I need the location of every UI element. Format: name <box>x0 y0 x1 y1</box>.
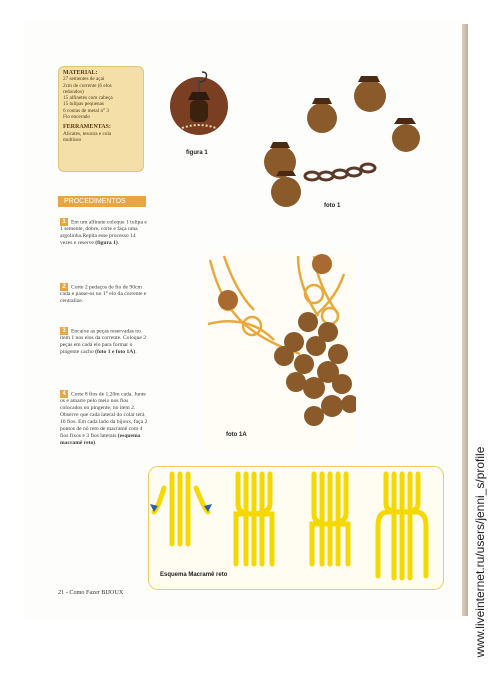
material-item: 27 sementes de açaí <box>63 76 105 83</box>
schema-caption: Esquema Macramê reto <box>160 572 228 578</box>
step-text: Em um alfinete coloque 1 tulipa e 1 semente, dobre, corte e faça uma argolinha.Repita esse processo 14 vezes e reserve <box>60 219 147 247</box>
step-text: Corte 8 fios de 1,20m cada. Junte os e amarre pelo meio nos fios colocados no pingente, no item 2. Observe que cada lateral do colar terá 10 fios. Em cada lado da bijoux, faça 2 pontos de nó reto de macramê com 4 fios fixos e 3 fios laterais <box>60 391 148 440</box>
step-text: Encaixe as peças reservadas no item 1 nos elos da corrente. Coloque 2 peças em cada elo para formar o pingente cacho <box>60 328 147 356</box>
step-2 <box>60 283 148 305</box>
procedures-title: PROCEDIMENTOS <box>58 196 146 207</box>
step-number: 2 <box>60 283 68 291</box>
step-ref: (figura 1) <box>95 240 118 247</box>
tools-item: Alicates, tesoura e cola <box>63 130 112 137</box>
material-box <box>58 66 144 172</box>
foto-1-photo <box>254 68 436 214</box>
watermark-text: www.liveinternet.ru/users/jenni_s/profile <box>473 446 487 658</box>
step-end: . <box>117 240 120 247</box>
tools-item: multiuso <box>63 136 82 143</box>
page-edge <box>462 24 468 616</box>
step-1 <box>60 218 148 247</box>
page-footer: 21 - Como Fazer BIJOUX <box>58 589 124 596</box>
step-text: Corte 2 pedaços de fio de 90cm cada e passe-os no 1° elo da corrente e centralize. <box>60 284 147 305</box>
step-ref: (esquema macramê reto) <box>60 433 141 447</box>
step-number: 3 <box>60 327 68 335</box>
foto-1a-photo <box>204 254 356 450</box>
material-item: 15 alfinetes com cabeça <box>63 95 113 102</box>
watermark <box>470 404 490 700</box>
step-end: . <box>95 440 97 447</box>
seed-outline <box>190 100 208 122</box>
material-heading: MATERIAL: <box>63 70 98 76</box>
macrame-schema-diagram <box>150 468 440 586</box>
pin <box>198 80 200 92</box>
foto-1-caption: foto 1 <box>324 203 341 209</box>
material-item: 2cm de corrente (6 elos <box>63 82 112 89</box>
figura-1-illustration <box>168 66 230 138</box>
tools-heading: FERRAMENTAS: <box>63 124 111 131</box>
step-ref: (foto 1 e foto 1A) <box>95 349 136 356</box>
step-end: . <box>135 349 137 356</box>
material-item: 15 tulipas pequenas <box>63 101 104 108</box>
material-item: redondos) <box>63 88 84 95</box>
step-4 <box>60 390 148 447</box>
material-item: Fio encerado <box>63 114 90 121</box>
foto-1a-caption: foto 1A <box>226 432 247 438</box>
material-item: 6 contas de metal n° 3 <box>63 107 110 114</box>
step-number: 4 <box>60 390 68 398</box>
step-number: 1 <box>60 218 68 226</box>
figura-1-caption: figura 1 <box>186 150 208 156</box>
step-3 <box>60 327 148 356</box>
